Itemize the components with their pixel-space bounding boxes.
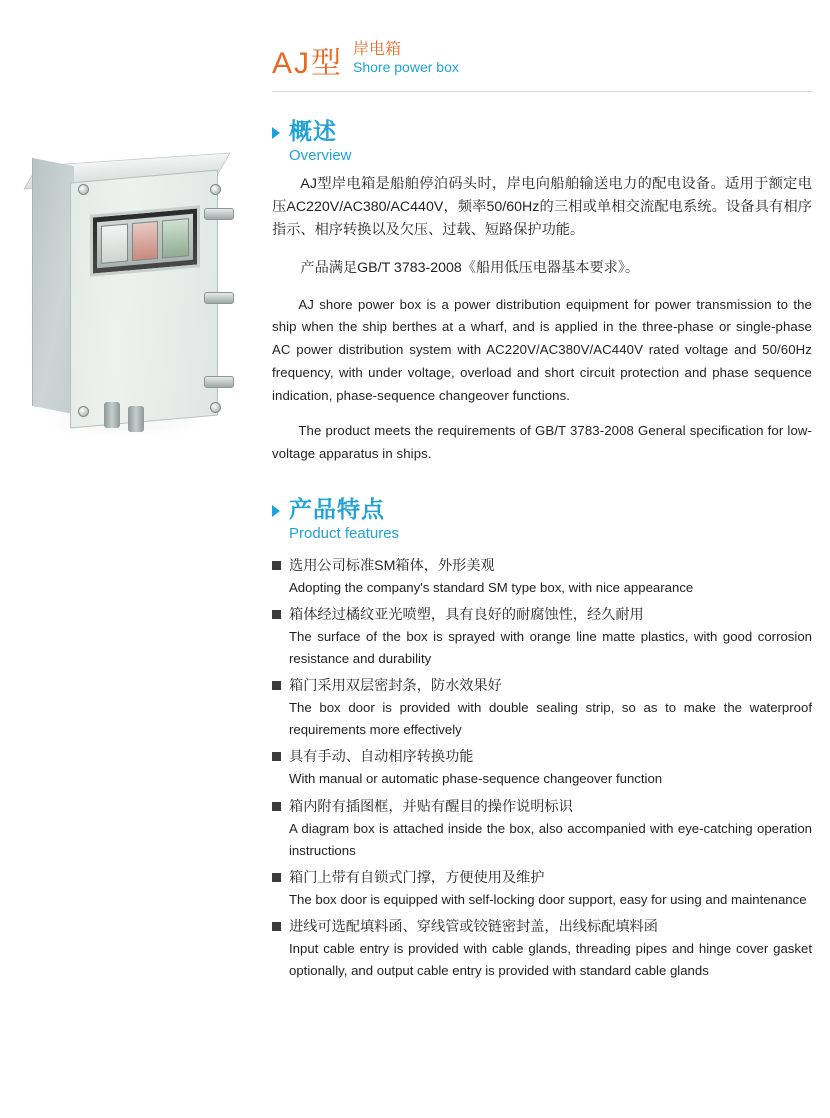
content-column <box>258 0 830 1118</box>
feature-label-cn: 箱内附有插图框，并贴有醒目的操作说明标识 <box>289 798 573 815</box>
feature-label-cn: 箱体经过橘纹亚光喷塑，具有良好的耐腐蚀性，经久耐用 <box>289 606 644 623</box>
page-title <box>272 46 344 80</box>
corner-bolt-bottom-left <box>78 406 89 417</box>
door-latch-top <box>204 208 234 220</box>
section-overview-title-cn: 概述 <box>289 117 337 144</box>
product-model: AJ型 <box>272 46 344 80</box>
feature-text-cn <box>272 746 812 768</box>
feature-text-en: The box door is provided with double sealing strip, so as to make the waterproof requirements more effectively <box>289 700 812 738</box>
list-item <box>272 555 812 599</box>
feature-label-cn: 选用公司标准SM箱体，外形美观 <box>289 557 495 574</box>
overview-paragraph-en-2: The product meets the requirements of GB/T 3783-2008 General specification for low-voltage apparatus in ships. <box>272 423 812 462</box>
feature-text-cn <box>272 675 812 697</box>
feature-text-cn <box>272 916 812 938</box>
feature-label-cn: 箱门上带有自锁式门撑，方便使用及维护 <box>289 869 545 886</box>
feature-text-cn <box>272 796 812 818</box>
feature-text-cn <box>272 867 812 889</box>
door-latch-middle <box>204 292 234 304</box>
corner-bolt-bottom-right <box>210 402 221 413</box>
section-overview-header <box>272 118 812 165</box>
meter-gauge-1 <box>101 224 128 264</box>
section-features-header <box>272 496 812 543</box>
list-item <box>272 675 812 741</box>
door-latch-bottom <box>204 376 234 388</box>
feature-label-cn: 具有手动、自动相序转换功能 <box>289 749 474 766</box>
cable-gland-right <box>128 406 144 432</box>
feature-label-cn: 进线可选配填料函、穿线管或铰链密封盖，出线标配填料函 <box>289 919 658 936</box>
feature-text-cn <box>272 555 812 577</box>
triangle-right-icon <box>272 127 280 139</box>
product-title-block <box>272 40 812 92</box>
feature-text-en: The surface of the box is sprayed with orange line matte plastics, with good corrosion resistance and durability <box>289 628 812 666</box>
square-bullet-icon <box>272 610 281 619</box>
meter-gauge-2 <box>132 221 159 261</box>
product-photo <box>18 140 240 440</box>
feature-text-en: The box door is equipped with self-locking door support, easy for using and maintenance <box>289 891 807 907</box>
feature-label-cn: 箱门采用双层密封条，防水效果好 <box>289 678 502 695</box>
product-name-en: Shore power box <box>353 59 459 76</box>
square-bullet-icon <box>272 681 281 690</box>
corner-bolt-top-right <box>210 184 221 195</box>
section-overview <box>272 118 812 466</box>
square-bullet-icon <box>272 561 281 570</box>
feature-text-en: Adopting the company's standard SM type box, with nice appearance <box>289 579 694 595</box>
meter-gauge-3 <box>162 218 189 258</box>
section-features <box>272 496 812 983</box>
product-image-column <box>0 0 258 1118</box>
list-item <box>272 796 812 862</box>
square-bullet-icon <box>272 922 281 931</box>
instrument-panel-window <box>90 205 200 277</box>
list-item <box>272 604 812 670</box>
feature-text-en: A diagram box is attached inside the box, also accompanied with eye-catching operation instructions <box>289 820 812 858</box>
square-bullet-icon <box>272 873 281 882</box>
section-overview-title-en: Overview <box>289 147 352 165</box>
triangle-right-icon <box>272 505 280 517</box>
feature-text-en: Input cable entry is provided with cable glands, threading pipes and hinge cover gasket optionally, and output cable entry is provided with standard cable glands <box>289 941 812 979</box>
feature-text-cn <box>272 604 812 626</box>
overview-paragraph-cn-2: 产品满足GB/T 3783-2008《船用低压电器基本要求》。 <box>300 259 640 276</box>
product-name-cn: 岸电箱 <box>353 41 402 58</box>
feature-text-en: With manual or automatic phase-sequence changeover function <box>289 771 663 787</box>
overview-paragraph-cn-1: AJ型岸电箱是船舶停泊码头时，岸电向船舶输送电力的配电设备。适用于额定电压AC220V/AC380/AC440V，频率50/60Hz的三相或单相交流配电系统。设备具有相序指示、相序转换以及欠压、过载、短路保护功能。 <box>272 176 812 239</box>
section-features-title-en: Product features <box>289 525 400 543</box>
square-bullet-icon <box>272 802 281 811</box>
list-item <box>272 916 812 982</box>
feature-list <box>272 555 812 983</box>
instrument-panel <box>97 214 193 268</box>
section-features-title-cn: 产品特点 <box>289 495 385 522</box>
square-bullet-icon <box>272 752 281 761</box>
cable-gland-left <box>104 402 120 428</box>
list-item <box>272 867 812 911</box>
enclosure-side-face <box>32 158 74 414</box>
list-item <box>272 746 812 790</box>
corner-bolt-top-left <box>78 184 89 195</box>
overview-paragraph-en-1: AJ shore power box is a power distribution equipment for power transmission to the ship when the ship berthes at a wharf, and is applied in the three-phase or single-phase AC power distribution system with AC220V/AC380V/AC440V rated voltage and 50/60Hz frequency, with under voltage, overload and short circuit protection and phase sequence indication, phase-sequence changeover functions. <box>272 296 812 403</box>
